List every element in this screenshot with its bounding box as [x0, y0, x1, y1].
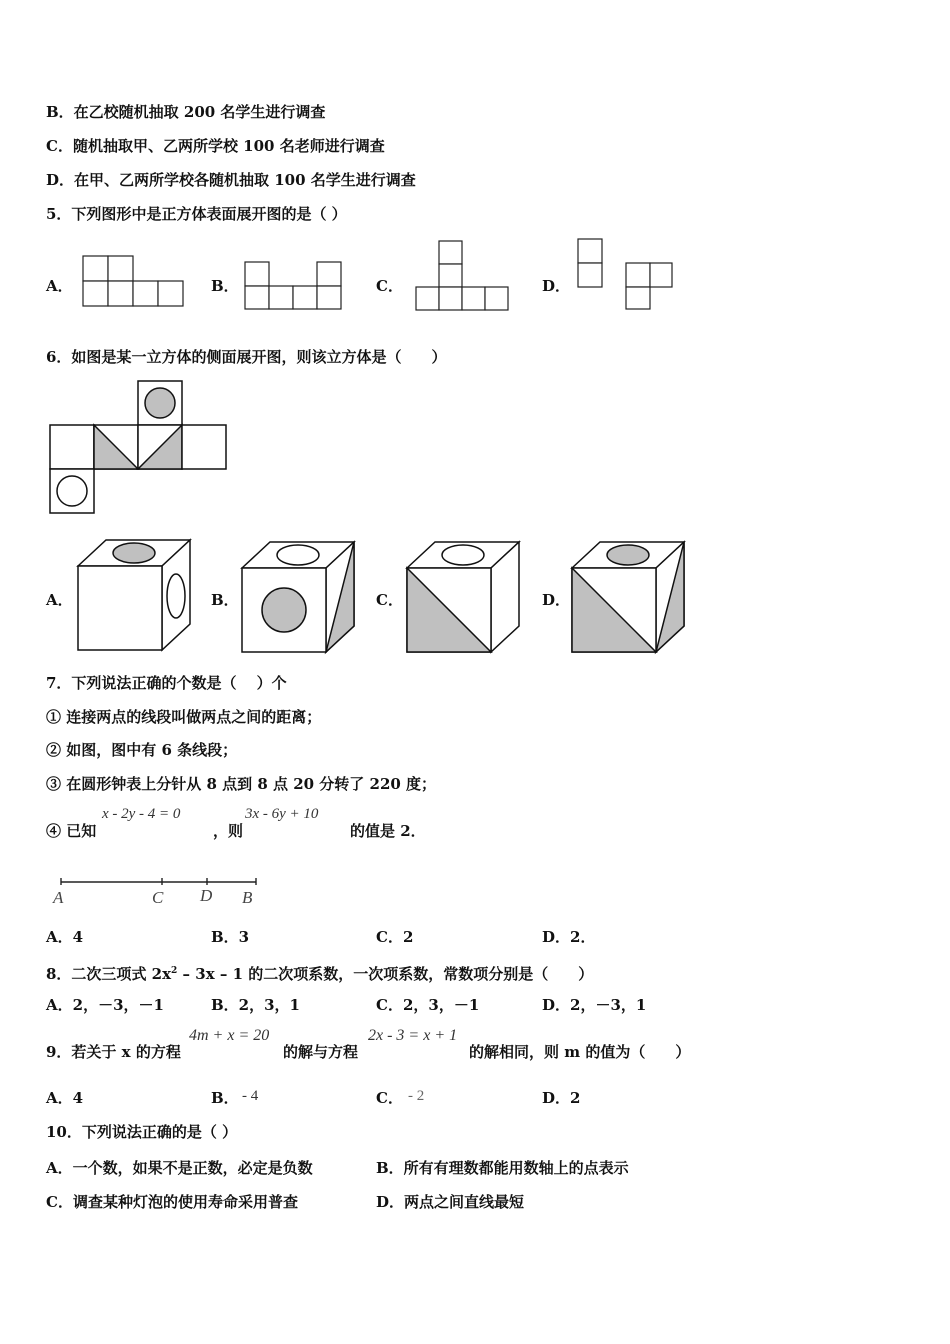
q5-net-d [578, 239, 674, 311]
q10-option-b: B．所有有理数都能用数轴上的点表示 [376, 1159, 629, 1177]
q7-statement-2: ② 如图，图中有 6 条线段； [46, 741, 238, 759]
q6-cube-b [240, 540, 358, 656]
q6-cube-a [76, 538, 194, 654]
q8-option-b: B．2，3，1 [211, 996, 300, 1014]
q9-option-b-value: - 4 [242, 1088, 259, 1104]
q7-option-b: B．3 [211, 928, 250, 946]
q10-option-c: C．调查某种灯泡的使用寿命采用普查 [46, 1193, 298, 1211]
q9-stem-part-a: 9．若关于 x 的方程 [46, 1043, 181, 1061]
q6-stem: 6．如图是某一立方体的侧面展开图，则该立方体是（ ） [46, 348, 447, 366]
q10-option-a: A．一个数，如果不是正数，必定是负数 [46, 1159, 313, 1177]
q5-label-c: C． [376, 277, 403, 295]
q5-stem: 5．下列图形中是正方体表面展开图的是（ ） [46, 205, 347, 223]
q10-stem: 10．下列说法正确的是（ ） [46, 1123, 238, 1141]
q5-label-a: A． [46, 277, 73, 295]
q5-label-b: B． [211, 277, 239, 295]
q7-statement-4-mid: ，则 [213, 822, 244, 840]
q7-statement-4-suffix: 的值是 2． [350, 822, 426, 840]
q7-stem: 7．下列说法正确的个数是（ ）个 [46, 674, 287, 692]
q4-option-b: B．在乙校随机抽取 200 名学生进行调查 [46, 103, 326, 121]
q8-option-a: A．2，－3，－1 [46, 996, 164, 1014]
q8-option-d: D．2，－3，1 [542, 996, 647, 1014]
q5-label-d: D． [542, 277, 571, 295]
q5-net-b [245, 262, 343, 310]
point-label-c: C [152, 888, 164, 907]
q6-net-figure [48, 380, 230, 515]
q9-option-c-label: C． [376, 1089, 403, 1107]
q9-option-c-value: - 2 [408, 1088, 425, 1104]
q9-option-d: D．2 [542, 1089, 581, 1107]
q10-option-d: D．两点之间直线最短 [376, 1193, 525, 1211]
q9-equation-1: 4m + x = 20 [189, 1027, 270, 1044]
q5-net-c [416, 241, 510, 311]
q6-cube-c [405, 540, 523, 656]
q6-label-d: D． [542, 591, 571, 609]
q9-equation-2: 2x - 3 = x + 1 [368, 1027, 458, 1044]
q6-label-b: B． [211, 591, 239, 609]
q7-option-c: C．2 [376, 928, 414, 946]
q7-statement-3: ③ 在圆形钟表上分针从 8 点到 8 点 20 分转了 220 度； [46, 775, 437, 793]
q8-option-c: C．2，3，－1 [376, 996, 480, 1014]
q4-option-c: C．随机抽取甲、乙两所学校 100 名老师进行调查 [46, 137, 385, 155]
q8-stem: 8．二次三项式 $2x^2 - 3x - 1$ 的二次项系数，一次项系数，常数项分别是（ ） [46, 965, 594, 983]
q7-equation-1: x - 2y - 4 = 0 [102, 806, 181, 822]
q5-net-a [83, 256, 187, 308]
point-label-b: B [242, 888, 253, 907]
q7-option-a: A．4 [46, 928, 84, 946]
q4-option-d: D．在甲、乙两所学校各随机抽取 100 名学生进行调查 [46, 171, 416, 189]
q7-statement-1: ① 连接两点的线段叫做两点之间的距离； [46, 708, 322, 726]
q9-option-b-label: B． [211, 1089, 239, 1107]
q6-cube-d [570, 540, 688, 656]
point-label-a: A [53, 888, 64, 907]
q9-option-a: A．4 [46, 1089, 84, 1107]
q6-label-c: C． [376, 591, 403, 609]
q7-option-d: D．2． [542, 928, 596, 946]
q9-stem-part-c: 的解相同，则 m 的值为（ ） [469, 1043, 691, 1061]
q6-label-a: A． [46, 591, 73, 609]
point-label-d: D [200, 886, 213, 905]
q9-stem-part-b: 的解与方程 [283, 1043, 359, 1061]
q7-expression: 3x - 6y + 10 [245, 806, 319, 822]
q7-statement-4-prefix: ④ 已知 [46, 822, 97, 840]
